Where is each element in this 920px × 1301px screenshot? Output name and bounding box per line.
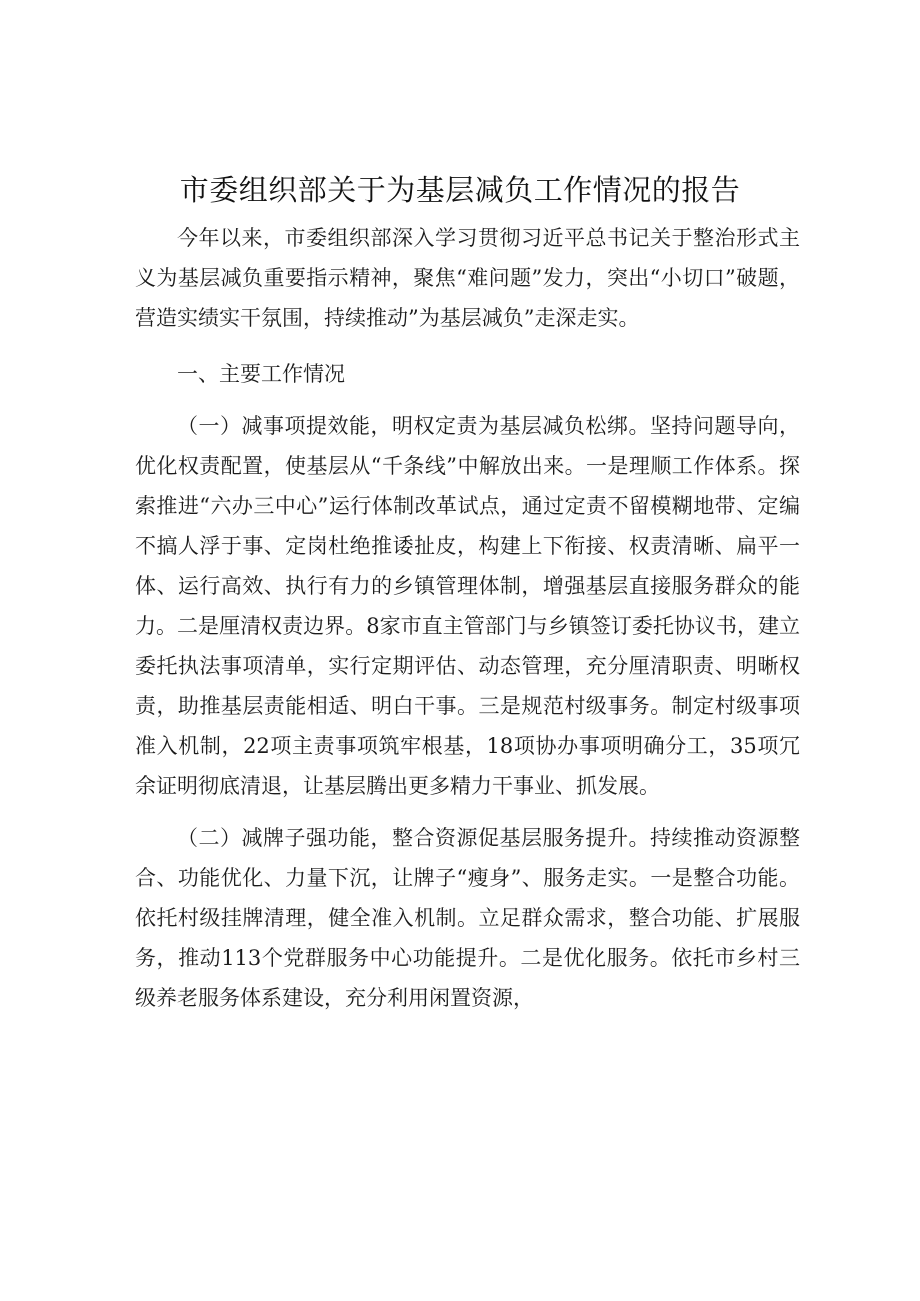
section-heading: 一、主要工作情况 (177, 362, 345, 386)
paragraph-gap (135, 806, 800, 818)
intro-paragraph: 今年以来，市委组织部深入学习贯彻习近平总书记关于整治形式主义为基层减负重要指示精神，聚焦“难问题”发力，突出“小切口”破题，营造实绩实干氛围，持续推动”为基层减负”走深走实。 (135, 226, 800, 330)
document-title: 市委组织部关于为基层减负工作情况的报告 (179, 173, 741, 207)
paragraph-gap (135, 394, 800, 406)
section-1-paragraph: （一）减事项提效能，明权定责为基层减负松绑。坚持问题导向，优化权责配置，使基层从“千条线”中解放出来。一是理顺工作体系。探索推进“六办三中心”运行体制改革试点，通过定责不留模糊地带、定编不搞人浮于事、定岗杜绝推诿扯皮，构建上下衔接、权责清晰、扁平一体、运行高效、执行有力的乡镇管理体制，增强基层直接服务群众的能力。二是厘清权责边界。8家市直主管部门与乡镇签订委托协议书，建立委托执法事项清单，实行定期评估、动态管理，充分厘清职责、明晰权责，助推基层责能相适、明白干事。三是规范村级事务。制定村级事项准入机制，22项主责事项筑牢根基，18项协办事项明确分工，35项冗余证明彻底清退，让基层腾出更多精力干事业、抓发展。 (135, 414, 800, 798)
section-2-paragraph: （二）减牌子强功能，整合资源促基层服务提升。持续推动资源整合、功能优化、力量下沉，让牌子“瘦身”、服务走实。一是整合功能。依托村级挂牌清理，健全准入机制。立足群众需求，整合功能、扩展服务，推动113个党群服务中心功能提升。二是优化服务。依托市乡村三级养老服务体系建设，充分利用闲置资源， (135, 826, 800, 1010)
document-body (135, 218, 800, 1018)
paragraph-gap (135, 338, 800, 354)
